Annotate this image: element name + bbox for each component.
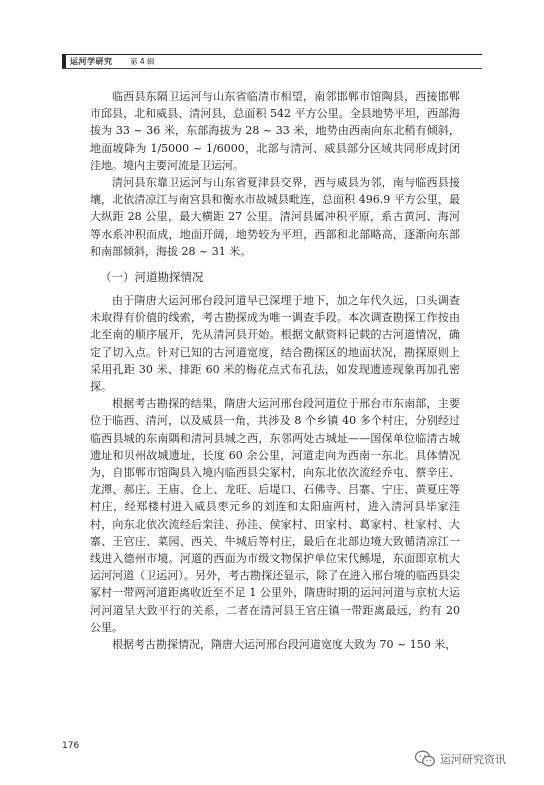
paragraph-survey-method: 由于隋唐大运河邢台段河道早已深埋于地下，加之年代久远，口头调查未取得有价值的线索，考古勘探成为唯一调查手段。本次调查勘探工作按由北至南的顺序展开，先从清河县开始。根据文献资料记载的古河道情况，确定了切入点。针对已知的古河道宽度，结合勘探区的地面状况，勘探原则上采用孔距 30 米、排距 60 米的梅花点式布孔法，如发现遗迹现象再加孔密探。 (90, 294, 460, 394)
paragraph-survey-results: 根据考古勘探的结果，隋唐大运河邢台段河道位于邢台市东南部，主要位于临西、清河，以及威县一角，共涉及 8 个乡镇 40 多个村庄，分别经过临西县城的东南隅和清河县城之西，东邻两处古城址——国保单位临清古城遗址和贝州故城遗址，长度 60 余公里，河道走向为西南一东北。具体情况为，自邯郸市馆陶县入境内临西县尖冢村，向东北依次流经乔屯、蔡辛庄、龙潭、郝庄、王庙、仓上、龙旺、后堤口、石佛寺、吕寨、宁庄、黄夏庄等村庄，经郑楼村进入威县枣元乡的刘连和太阳庙两村，进入清河县毕家洼村，向东北依次流经后栾洼、孙洼、侯家村、田家村、葛家村、杜家村、大寨、王官庄、菜园、西关、牛城后等村庄，最后在北部边境大致循清凉江一线进入德州市境。河道的西面为市级文物保护单位宋代鲧堤，东面即京杭大运河河道（卫运河）。另外，考古勘探还显示，除了在进入邢台境的临西县尖冢村一带两河道距离收近至不足 1 公里外，隋唐时期的运河河道与京杭大运河河道呈大致平行的关系，二者在清河县王官庄镇一带距离最远，约有 20 公里。 (90, 397, 460, 634)
wechat-icon (414, 749, 436, 769)
main-text (90, 88, 460, 653)
header-rule-top (62, 54, 482, 55)
running-header (62, 54, 482, 68)
section-heading: （一）河道勘探情况 (100, 270, 204, 285)
journal-title: 运河学研究 (70, 57, 113, 66)
issue-number: 第 4 辑 (130, 57, 155, 66)
paragraph-linxi: 临西县东隔卫运河与山东省临清市相望，南邻邯郸市馆陶县，西接邯郸市邱县，北和威县、清河县，总面积 542 平方公里。全县地势平坦，西部海拔为 33 ~ 36 米，东部海拔为 28 ~ 33 米，地势由西南向东北稍有倾斜，地面坡降为 1/5000 ~ 1/6000，北部与清河、威县部分区域共同形成封闭洼地。境内主要河流是卫运河。 (90, 90, 460, 172)
page-number: 176 (62, 741, 80, 751)
paragraph-qinghe: 清河县东靠卫运河与山东省夏津县交界，西与威县为邻，南与临西县接壤，北依清凉江与南宫县和衡水市故城县毗连，总面积 496.9 平方公里，最大纵距 28 公里，最大横距 27 公里。清河县属冲积平原，系古黄河、海河等水系冲积而成，地面开阔，地势较为平坦，西部和北部略高，逐渐向东部和南部倾斜，海拔 28 ~ 31 米。 (90, 176, 460, 258)
header-tab-mark (62, 54, 66, 68)
watermark (414, 748, 539, 770)
watermark-text: 运河研究资讯 (440, 753, 506, 766)
paragraph-river-width: 根据考古勘探情况，隋唐大运河邢台段河道宽度大致为 70 ~ 150 米， (112, 638, 457, 652)
header-rule-bottom (62, 68, 482, 69)
